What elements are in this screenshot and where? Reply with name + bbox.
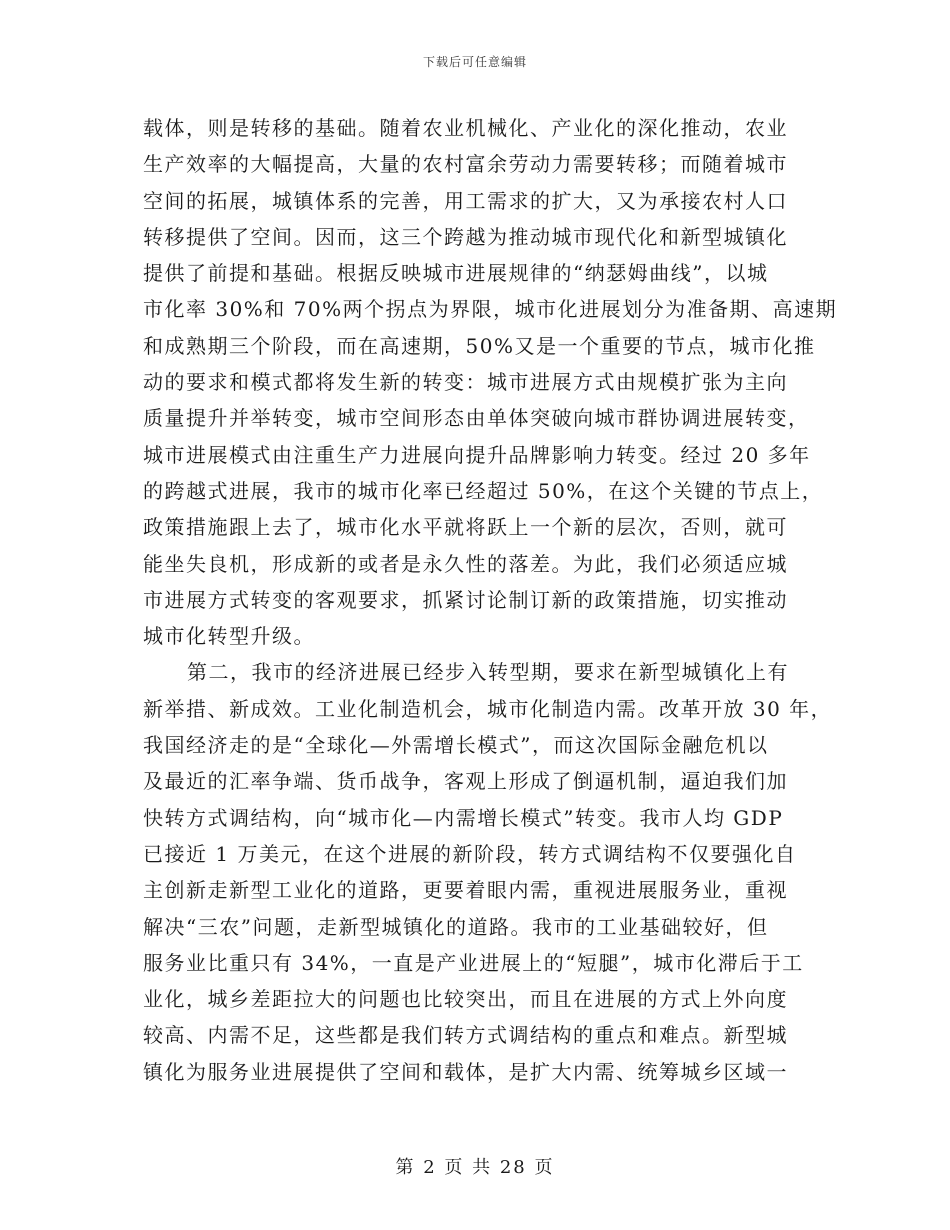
text-line: 我国经济走的是“全球化—外需增长模式”，而这次国际金融危机以 xyxy=(143,733,769,758)
text-line: 和成熟期三个阶段，而在高速期，50%又是一个重要的节点，城市化推 xyxy=(143,333,816,358)
paragraph-start-line: 第二，我市的经济进展已经步入转型期，要求在新型城镇化上有 xyxy=(187,660,789,685)
text-line: 新举措、新成效。工业化制造机会，城市化制造内需。改革开放 30 年， xyxy=(143,696,833,721)
page-number-footer: 第 2 页 共 28 页 xyxy=(395,1157,555,1178)
text-line: 主创新走新型工业化的道路，更要着眼内需，重视进展服务业，重视 xyxy=(143,878,788,903)
text-line: 动的要求和模式都将发生新的转变：城市进展方式由规模扩张为主向 xyxy=(143,370,788,395)
text-line: 解决“三农”问题，走新型城镇化的道路。我市的工业基础较好，但 xyxy=(143,914,769,939)
text-line: 快转方式调结构，向“城市化—内需增长模式”转变。我市人均 GDP xyxy=(143,805,784,830)
text-line: 市进展方式转变的客观要求，抓紧讨论制订新的政策措施，切实推动 xyxy=(143,587,788,612)
text-line: 提供了前提和基础。根据反映城市进展规律的“纳瑟姆曲线”，以城 xyxy=(143,261,769,286)
text-line: 能坐失良机，形成新的或者是永久性的落差。为此，我们必须适应城 xyxy=(143,551,788,576)
text-line: 市化率 30%和 70%两个拐点为界限，城市化进展划分为准备期、高速期 xyxy=(143,297,838,322)
document-body xyxy=(143,110,838,1090)
text-line: 空间的拓展，城镇体系的完善，用工需求的扩大，又为承接农村人口 xyxy=(143,188,788,213)
text-line: 生产效率的大幅提高，大量的农村富余劳动力需要转移；而随着城市 xyxy=(143,152,788,177)
text-line: 及最近的汇率争端、货币战争，客观上形成了倒逼机制，逼迫我们加 xyxy=(143,769,788,794)
text-line: 政策措施跟上去了，城市化水平就将跃上一个新的层次，否则，就可 xyxy=(143,515,788,540)
text-line: 镇化为服务业进展提供了空间和载体，是扩大内需、统筹城乡区域一 xyxy=(143,1059,788,1084)
text-line: 城市化转型升级。 xyxy=(143,624,315,649)
text-line: 较高、内需不足，这些都是我们转方式调结构的重点和难点。新型城 xyxy=(143,1023,788,1048)
text-line: 载体，则是转移的基础。随着农业机械化、产业化的深化推动，农业 xyxy=(143,116,788,140)
page-header: 下载后可任意编辑 xyxy=(422,55,527,69)
text-line: 城市进展模式由注重生产力进展向提升品牌影响力转变。经过 20 多年 xyxy=(143,442,811,467)
text-line: 已接近 1 万美元，在这个进展的新阶段，转方式调结构不仅要强化自 xyxy=(143,841,797,866)
text-line: 业化，城乡差距拉大的问题也比较突出，而且在进展的方式上外向度 xyxy=(143,987,788,1012)
text-line: 服务业比重只有 34%，一直是产业进展上的“短腿”，城市化滞后于工 xyxy=(143,950,804,975)
text-line: 转移提供了空间。因而，这三个跨越为推动城市现代化和新型城镇化 xyxy=(143,224,788,249)
text-line: 质量提升并举转变，城市空间形态由单体突破向城市群协调进展转变， xyxy=(143,406,810,431)
text-line: 的跨越式进展，我市的城市化率已经超过 50%，在这个关键的节点上， xyxy=(143,478,824,503)
